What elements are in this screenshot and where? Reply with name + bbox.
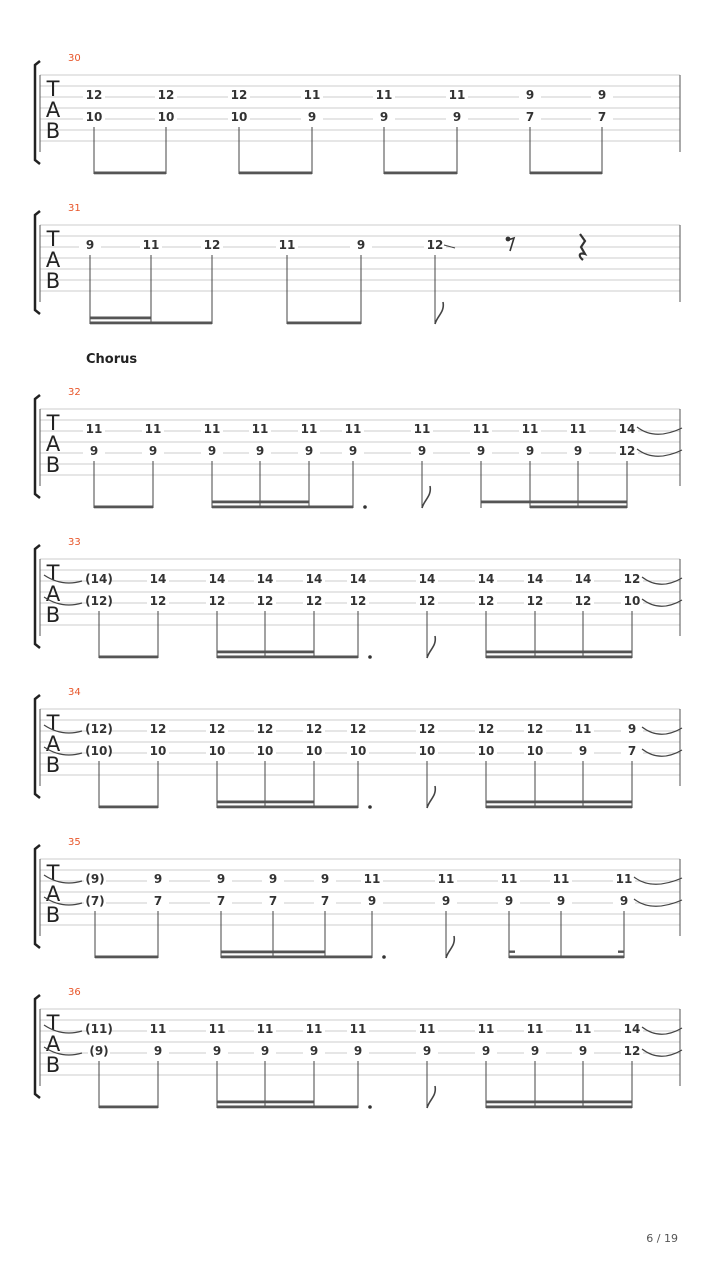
- note-column: [475, 721, 497, 808]
- note-column: [475, 571, 497, 658]
- augmentation-dot: [368, 1105, 372, 1109]
- fret-number: 9: [307, 110, 317, 124]
- fret-number: 9: [268, 872, 278, 886]
- fret-number: 11: [615, 872, 633, 886]
- fret-number: 12: [623, 1044, 641, 1058]
- tab-clef-letter: A: [45, 732, 61, 756]
- fret-number: 11: [85, 422, 103, 436]
- tab-clef-letter: B: [45, 753, 61, 777]
- fret-number: (10): [85, 744, 113, 758]
- note-column: [276, 237, 298, 324]
- fret-number: 11: [526, 1022, 544, 1036]
- fret-number: 11: [251, 422, 269, 436]
- fret-number: 11: [203, 422, 221, 436]
- fret-number: 12: [349, 722, 367, 736]
- fret-number: 11: [574, 722, 592, 736]
- note-column: [342, 421, 364, 508]
- note-column: [140, 237, 162, 324]
- tab-clef-letter: T: [46, 227, 60, 251]
- fret-number: 9: [148, 444, 158, 458]
- fret-number: 14: [149, 572, 167, 586]
- note-column: [206, 721, 228, 808]
- note-column: [303, 571, 325, 658]
- system-bracket: [35, 61, 40, 164]
- beam: [221, 951, 325, 954]
- fret-number: 11: [144, 422, 162, 436]
- fret-number: 10: [477, 744, 495, 758]
- fret-number: 9: [573, 444, 583, 458]
- fret-number: 11: [413, 422, 431, 436]
- note-column: [621, 721, 643, 808]
- note-column: [206, 1021, 228, 1108]
- fret-number: 7: [216, 894, 226, 908]
- note-column: [621, 571, 643, 658]
- note-column: [373, 87, 395, 174]
- eighth-rest: [508, 238, 514, 251]
- note-column: [524, 571, 546, 658]
- fret-number: 9: [530, 1044, 540, 1058]
- note-column: [347, 721, 369, 808]
- fret-number: (11): [85, 1022, 113, 1036]
- tab-clef-letter: B: [45, 119, 61, 143]
- fret-number: 9: [525, 88, 535, 102]
- tab-system-34: [35, 687, 682, 809]
- note-column: [572, 721, 594, 808]
- note-column: [147, 871, 169, 958]
- note-column: [142, 421, 164, 508]
- fret-number: 14: [623, 1022, 641, 1036]
- beam: [486, 806, 632, 809]
- fret-number: 14: [477, 572, 495, 586]
- note-column: [254, 571, 276, 658]
- fret-number: 9: [578, 744, 588, 758]
- fret-number: 10: [208, 744, 226, 758]
- fret-number: 7: [268, 894, 278, 908]
- fret-number: 12: [349, 594, 367, 608]
- note-column: [572, 1021, 594, 1108]
- fret-number: 12: [574, 594, 592, 608]
- note-column: [524, 721, 546, 808]
- fret-number: 10: [305, 744, 323, 758]
- system-bracket: [35, 545, 40, 648]
- fret-number: 10: [256, 744, 274, 758]
- fret-number: 11: [305, 1022, 323, 1036]
- fret-number: 11: [521, 422, 539, 436]
- fret-number: 9: [212, 1044, 222, 1058]
- fret-number: 12: [85, 88, 103, 102]
- tab-clef-letter: B: [45, 903, 61, 927]
- measure-number: 30: [68, 53, 81, 64]
- fret-number: 10: [349, 744, 367, 758]
- beam: [217, 1106, 358, 1109]
- beam: [217, 1101, 314, 1104]
- fret-number: 11: [569, 422, 587, 436]
- fret-number: 9: [476, 444, 486, 458]
- note-column: [85, 721, 113, 808]
- note-column: [621, 1021, 643, 1108]
- measure-number: 34: [68, 687, 81, 698]
- augmentation-dot: [368, 655, 372, 659]
- tab-system-30: [35, 53, 680, 174]
- fret-number: 10: [157, 110, 175, 124]
- fret-number: 11: [375, 88, 393, 102]
- tab-clef-letter: B: [45, 603, 61, 627]
- fret-number: 9: [260, 1044, 270, 1058]
- note-flag: [435, 302, 443, 324]
- fret-number: 9: [422, 1044, 432, 1058]
- beam: [90, 322, 212, 325]
- beam: [212, 506, 353, 509]
- note-flag: [427, 1086, 435, 1108]
- fret-number: 7: [627, 744, 637, 758]
- fret-number: 12: [256, 722, 274, 736]
- fret-number: 9: [207, 444, 217, 458]
- fret-number: 11: [142, 238, 160, 252]
- fret-number: 12: [623, 572, 641, 586]
- fret-number: 12: [526, 722, 544, 736]
- note-column: [85, 1021, 113, 1108]
- augmentation-dot: [363, 505, 367, 509]
- note-column: [206, 571, 228, 658]
- tab-clef-letter: A: [45, 432, 61, 456]
- beam: [486, 801, 632, 804]
- system-bracket: [35, 995, 40, 1098]
- fret-number: 14: [349, 572, 367, 586]
- beam: [486, 656, 632, 659]
- fret-number: (9): [85, 872, 105, 886]
- note-column: [79, 237, 101, 324]
- tab-clef-letter: A: [45, 582, 61, 606]
- beam: [99, 806, 158, 809]
- beam: [217, 806, 358, 809]
- tab-system-31: [35, 203, 680, 324]
- note-column: [550, 871, 572, 958]
- note-flag: [427, 636, 435, 658]
- tab-clef-letter: T: [46, 1011, 60, 1035]
- measure-number: 35: [68, 837, 81, 848]
- fret-number: 9: [481, 1044, 491, 1058]
- fret-number: 11: [149, 1022, 167, 1036]
- beam: [94, 172, 166, 175]
- note-column: [350, 237, 372, 324]
- fret-number: 11: [448, 88, 466, 102]
- note-column: [210, 871, 232, 958]
- fret-number: 10: [418, 744, 436, 758]
- fret-number: 7: [153, 894, 163, 908]
- fret-number: 9: [525, 444, 535, 458]
- beam: [221, 956, 372, 959]
- note-column: [303, 1021, 325, 1108]
- note-column: [524, 1021, 546, 1108]
- beam: [486, 651, 632, 654]
- fret-number: (7): [85, 894, 105, 908]
- fret-number: 12: [157, 88, 175, 102]
- fret-number: 11: [574, 1022, 592, 1036]
- beam: [212, 501, 309, 504]
- note-column: [201, 421, 223, 508]
- fret-number: 14: [208, 572, 226, 586]
- beam: [99, 656, 158, 659]
- fret-number: 11: [472, 422, 490, 436]
- beam: [509, 956, 624, 959]
- beam: [486, 1101, 632, 1104]
- fret-number: 10: [623, 594, 641, 608]
- tab-clef-letter: T: [46, 711, 60, 735]
- fret-number: 9: [356, 238, 366, 252]
- beam-stub: [618, 951, 624, 953]
- fret-number: 14: [574, 572, 592, 586]
- fret-number: 12: [149, 722, 167, 736]
- fret-number: 14: [418, 572, 436, 586]
- fret-number: 9: [578, 1044, 588, 1058]
- note-column: [254, 721, 276, 808]
- note-column: [84, 871, 106, 958]
- fret-number: 10: [85, 110, 103, 124]
- fret-number: 9: [153, 1044, 163, 1058]
- beam: [94, 506, 153, 509]
- beam: [530, 172, 602, 175]
- tab-clef-letter: A: [45, 882, 61, 906]
- fret-number: 14: [526, 572, 544, 586]
- fret-number: 9: [452, 110, 462, 124]
- fret-number: 9: [619, 894, 629, 908]
- fret-number: 12: [526, 594, 544, 608]
- fret-number: 12: [477, 594, 495, 608]
- beam: [99, 1106, 158, 1109]
- fret-number: 9: [556, 894, 566, 908]
- augmentation-dot: [382, 955, 386, 959]
- note-column: [347, 1021, 369, 1108]
- fret-number: 12: [426, 238, 444, 252]
- note-column: [498, 871, 520, 958]
- fret-number: 9: [309, 1044, 319, 1058]
- fret-number: 9: [379, 110, 389, 124]
- tab-clef-letter: A: [45, 1032, 61, 1056]
- fret-number: 12: [418, 594, 436, 608]
- fret-number: 11: [437, 872, 455, 886]
- note-flag: [427, 786, 435, 808]
- fret-number: 14: [305, 572, 323, 586]
- note-column: [519, 421, 541, 508]
- fret-number: 11: [477, 1022, 495, 1036]
- note-flag: [446, 936, 454, 958]
- note-column: [301, 87, 323, 174]
- fret-number: 9: [353, 1044, 363, 1058]
- augmentation-dot: [368, 805, 372, 809]
- fret-number: 14: [256, 572, 274, 586]
- tab-system-36: [35, 987, 682, 1109]
- fret-number: 12: [477, 722, 495, 736]
- measure-number: 33: [68, 537, 81, 548]
- note-column: [519, 87, 541, 174]
- note-column: [83, 87, 105, 174]
- note-column: [613, 871, 635, 958]
- tab-system-32: [35, 352, 682, 509]
- fret-number: 9: [504, 894, 514, 908]
- beam: [287, 322, 361, 325]
- fret-number: 12: [618, 444, 636, 458]
- note-column: [298, 421, 320, 508]
- note-column: [254, 1021, 276, 1108]
- fret-number: 12: [256, 594, 274, 608]
- note-column: [347, 571, 369, 658]
- system-bracket: [35, 395, 40, 498]
- fret-number: 9: [89, 444, 99, 458]
- beam: [217, 801, 314, 804]
- fret-number: 11: [418, 1022, 436, 1036]
- tab-clef-letter: T: [46, 411, 60, 435]
- fret-number: 14: [618, 422, 636, 436]
- note-column: [147, 571, 169, 658]
- fret-number: 11: [256, 1022, 274, 1036]
- fret-number: 11: [363, 872, 381, 886]
- fret-number: 9: [441, 894, 451, 908]
- system-bracket: [35, 845, 40, 948]
- note-column: [572, 571, 594, 658]
- fret-number: 11: [300, 422, 318, 436]
- system-bracket: [35, 211, 40, 314]
- beam: [90, 317, 151, 320]
- page-number: 6 / 19: [646, 1232, 678, 1245]
- fret-number: 12: [203, 238, 221, 252]
- system-bracket: [35, 695, 40, 798]
- note-column: [446, 87, 468, 174]
- note-column: [155, 87, 177, 174]
- fret-number: 12: [208, 722, 226, 736]
- tab-clef-letter: B: [45, 269, 61, 293]
- tab-system-33: [35, 537, 682, 659]
- tab-clef-letter: A: [45, 98, 61, 122]
- fret-number: 12: [418, 722, 436, 736]
- note-column: [262, 871, 284, 958]
- measure-number: 32: [68, 387, 81, 398]
- beam: [95, 956, 158, 959]
- note-column: [201, 237, 223, 324]
- note-column: [249, 421, 271, 508]
- tab-clef-letter: B: [45, 453, 61, 477]
- note-flag: [422, 486, 430, 508]
- note-column: [470, 421, 492, 508]
- fret-number: 9: [627, 722, 637, 736]
- fret-number: 12: [305, 722, 323, 736]
- tab-clef-letter: B: [45, 1053, 61, 1077]
- fret-number: 9: [597, 88, 607, 102]
- fret-number: 10: [526, 744, 544, 758]
- fret-number: 12: [305, 594, 323, 608]
- fret-number: 9: [85, 238, 95, 252]
- fret-number: 10: [149, 744, 167, 758]
- tab-clef-letter: A: [45, 248, 61, 272]
- fret-number: (9): [89, 1044, 109, 1058]
- beam: [384, 172, 457, 175]
- note-column: [361, 871, 383, 958]
- fret-number: 9: [216, 872, 226, 886]
- fret-number: 9: [304, 444, 314, 458]
- beam-stub: [509, 951, 515, 953]
- fret-number: 11: [303, 88, 321, 102]
- fret-number: 9: [348, 444, 358, 458]
- note-column: [616, 421, 638, 508]
- fret-number: 11: [208, 1022, 226, 1036]
- tab-clef-letter: T: [46, 561, 60, 585]
- beam: [239, 172, 312, 175]
- measure-number: 31: [68, 203, 81, 214]
- fret-number: 9: [417, 444, 427, 458]
- fret-number: 9: [255, 444, 265, 458]
- fret-number: 9: [153, 872, 163, 886]
- tab-clef-letter: T: [46, 77, 60, 101]
- fret-number: 11: [500, 872, 518, 886]
- beam: [530, 506, 627, 509]
- fret-number: 11: [349, 1022, 367, 1036]
- fret-number: (12): [85, 722, 113, 736]
- fret-number: 9: [320, 872, 330, 886]
- note-column: [303, 721, 325, 808]
- fret-number: 7: [597, 110, 607, 124]
- beam: [481, 501, 627, 504]
- note-column: [591, 87, 613, 174]
- fret-number: 12: [230, 88, 248, 102]
- fret-number: 11: [344, 422, 362, 436]
- note-column: [475, 1021, 497, 1108]
- note-column: [85, 571, 113, 658]
- fret-number: 11: [552, 872, 570, 886]
- note-column: [83, 421, 105, 508]
- note-column: [147, 721, 169, 808]
- note-column: [314, 871, 336, 958]
- fret-number: 11: [278, 238, 296, 252]
- beam: [217, 651, 314, 654]
- note-column: [228, 87, 250, 174]
- fret-number: (14): [85, 572, 113, 586]
- fret-number: 7: [320, 894, 330, 908]
- tab-system-35: [35, 837, 682, 959]
- fret-number: 9: [367, 894, 377, 908]
- tab-clef-letter: T: [46, 861, 60, 885]
- note-column: [147, 1021, 169, 1108]
- fret-number: 7: [525, 110, 535, 124]
- fret-number: 10: [230, 110, 248, 124]
- fret-number: 12: [208, 594, 226, 608]
- fret-number: (12): [85, 594, 113, 608]
- note-column: [567, 421, 589, 508]
- fret-number: 12: [149, 594, 167, 608]
- beam: [486, 1106, 632, 1109]
- section-label: Chorus: [86, 352, 138, 367]
- measure-number: 36: [68, 987, 81, 998]
- beam: [217, 656, 358, 659]
